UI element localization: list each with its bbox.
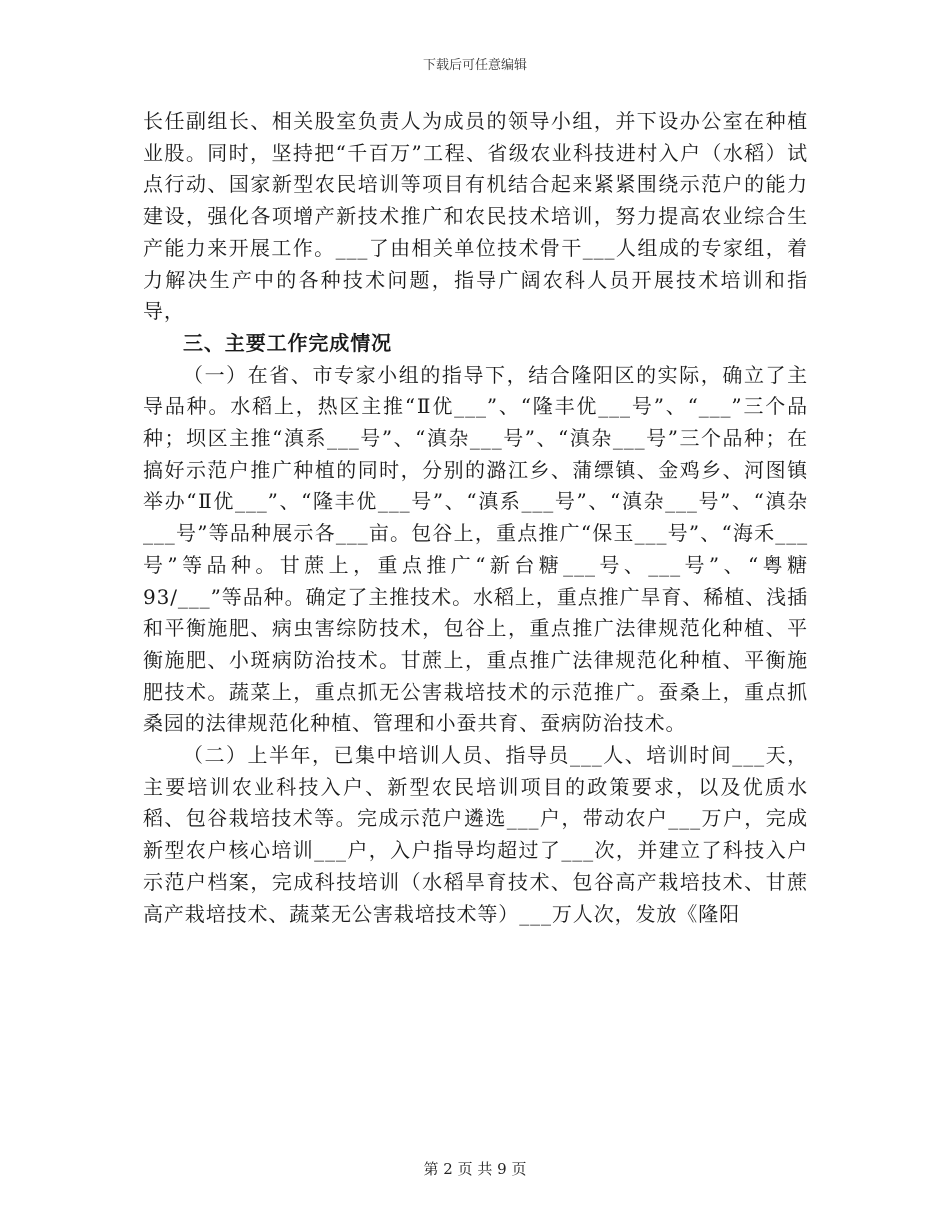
page-header: 下载后可任意编辑 (422, 58, 527, 73)
body-paragraph-1: 长任副组长、相关股室负责人为成员的领导小组，并下设办公室在种植业股。同时，坚持把“千百万”工程、省级农业科技进村入户（水稻）试点行动、国家新型农民培训等项目有机结合起来紧紧围绕示范户的能力建设，强化各项增产新技术推广和农民技术培训，努力提高农业综合生产能力来开展工作。___了由相关单位技术骨干___人组成的专家组，着力解决生产中的各种技术问题，指导广阔农科人员开展技术培训和指导， (143, 109, 808, 324)
section-heading: 三、主要工作完成情况 (183, 330, 392, 355)
page-footer: 第 2 页 共 9 页 (423, 1160, 527, 1178)
document-body (143, 106, 808, 930)
body-paragraph-3: （二）上半年，已集中培训人员、指导员___人、培训时间___天，主要培训农业科技入户、新型农民培训项目的政策要求，以及优质水稻、包谷栽培技术等。完成示范户遴选___户，带动农户___万户，完成新型农户核心培训___户，入户指导均超过了___次，并建立了科技入户示范户档案，完成科技培训（水稻旱育技术、包谷高产栽培技术、甘蔗高产栽培技术、蔬菜无公害栽培技术等）___万人次，发放《隆阳 (143, 743, 808, 926)
body-paragraph-2: （一）在省、市专家小组的指导下，结合隆阳区的实际，确立了主导品种。水稻上，热区主推“Ⅱ优___”、“隆丰优___号”、“___”三个品种；坝区主推“滇系___号”、“滇杂___号”、“滇杂___号”三个品种；在搞好示范户推广种植的同时，分别的潞江乡、蒲缥镇、金鸡乡、河图镇举办“Ⅱ优___”、“隆丰优___号”、“滇系___号”、“滇杂___号”、“滇杂___号”等品种展示各___亩。包谷上，重点推广“保玉___号”、“海禾___号”等品种。甘蔗上，重点推广“新台糖___号、___号”、“粤糖93/___”等品种。确定了主推技术。水稻上，重点推广旱育、稀植、浅插和平衡施肥、病虫害综防技术，包谷上，重点推广法律规范化种植、平衡施肥、小斑病防治技术。甘蔗上，重点推广法律规范化种植、平衡施肥技术。蔬菜上，重点抓无公害栽培技术的示范推广。蚕桑上，重点抓桑园的法律规范化种植、管理和小蚕共育、蚕病防治技术。 (143, 362, 808, 736)
